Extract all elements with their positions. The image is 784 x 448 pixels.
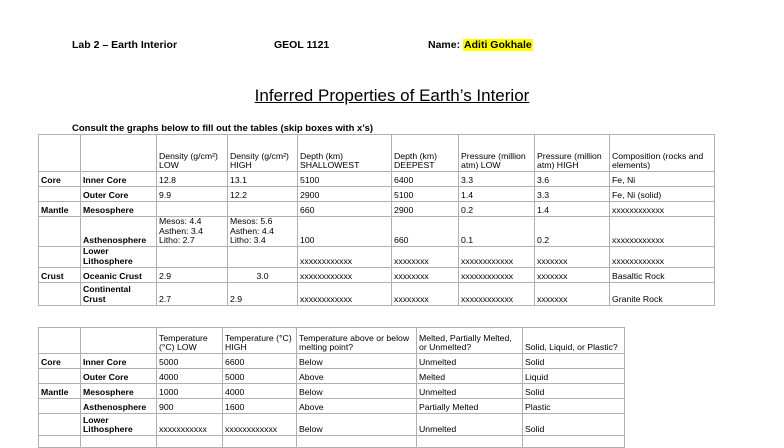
temp-cell bbox=[523, 436, 625, 448]
layer-name-cell: Oceanic Crust bbox=[81, 267, 157, 282]
props-cell: 660 bbox=[298, 202, 392, 217]
temp-cell: 900 bbox=[157, 399, 223, 414]
props-header-cell bbox=[39, 135, 81, 172]
layer-group-cell bbox=[39, 247, 81, 267]
lab-title: Lab 2 – Earth Interior bbox=[72, 39, 178, 51]
props-cell: 3.3 bbox=[535, 187, 610, 202]
temp-cell: Above bbox=[297, 399, 417, 414]
temp-cell: 6600 bbox=[223, 354, 297, 369]
temp-cell: Unmelted bbox=[417, 414, 523, 436]
props-header-cell: Composition (rocks and elements) bbox=[610, 135, 715, 172]
name-value: Aditi Gokhale bbox=[464, 39, 532, 51]
props-header-cell: Depth (km) DEEPEST bbox=[392, 135, 459, 172]
temp-header-cell bbox=[39, 328, 81, 354]
props-cell: 9.9 bbox=[157, 187, 228, 202]
props-header-cell bbox=[81, 135, 157, 172]
props-cell: xxxxxxxxxxxx bbox=[459, 267, 535, 282]
props-cell: 2.9 bbox=[157, 267, 228, 282]
temp-header-cell: Temperature (°C) LOW bbox=[157, 328, 223, 354]
props-cell: Mesos: 5.6 Asthen: 4.4 Litho: 3.4 bbox=[228, 217, 298, 247]
props-cell: xxxxxxx bbox=[535, 267, 610, 282]
temp-cell: xxxxxxxxxxxx bbox=[223, 414, 297, 436]
temp-row bbox=[39, 436, 625, 448]
layer-name-cell bbox=[81, 436, 157, 448]
temp-cell: Above bbox=[297, 369, 417, 384]
props-cell: xxxxxxxxxxxx bbox=[459, 247, 535, 267]
student-name bbox=[428, 39, 533, 51]
layer-name-cell: Outer Core bbox=[81, 369, 157, 384]
temp-cell: Partially Melted bbox=[417, 399, 523, 414]
layer-group-cell: Core bbox=[39, 354, 81, 369]
layer-group-cell: Mantle bbox=[39, 384, 81, 399]
props-cell: 0.2 bbox=[535, 217, 610, 247]
temp-cell bbox=[297, 436, 417, 448]
props-cell: Fe, Ni bbox=[610, 172, 715, 187]
props-cell: xxxxxxxxxxxx bbox=[610, 202, 715, 217]
layer-group-cell bbox=[39, 217, 81, 247]
props-cell: 1.4 bbox=[459, 187, 535, 202]
temp-cell: Unmelted bbox=[417, 354, 523, 369]
temp-cell: 4000 bbox=[157, 369, 223, 384]
props-cell: 660 bbox=[392, 217, 459, 247]
props-cell: 0.2 bbox=[459, 202, 535, 217]
temp-cell: Below bbox=[297, 354, 417, 369]
layer-name-cell: Lower Lithosphere bbox=[81, 247, 157, 267]
layer-group-cell bbox=[39, 436, 81, 448]
page-title: Inferred Properties of Earth’s Interior bbox=[254, 86, 530, 105]
layer-name-cell: Mesosphere bbox=[81, 384, 157, 399]
props-row bbox=[39, 247, 715, 267]
props-cell: 100 bbox=[298, 217, 392, 247]
temp-cell bbox=[417, 436, 523, 448]
temp-row bbox=[39, 414, 625, 436]
props-cell bbox=[228, 202, 298, 217]
props-row bbox=[39, 282, 715, 305]
props-header-cell: Density (g/cm²) LOW bbox=[157, 135, 228, 172]
props-row bbox=[39, 187, 715, 202]
props-cell: xxxxxxxxxxxx bbox=[610, 217, 715, 247]
props-cell: Basaltic Rock bbox=[610, 267, 715, 282]
props-cell: 2.9 bbox=[228, 282, 298, 305]
props-cell: xxxxxxxxxxxx bbox=[610, 247, 715, 267]
props-cell bbox=[157, 202, 228, 217]
props-cell bbox=[228, 247, 298, 267]
temp-header-row bbox=[39, 328, 625, 354]
temp-cell: Unmelted bbox=[417, 384, 523, 399]
layer-group-cell: Crust bbox=[39, 267, 81, 282]
temp-cell: 1600 bbox=[223, 399, 297, 414]
props-cell: xxxxxxxx bbox=[392, 247, 459, 267]
props-row bbox=[39, 172, 715, 187]
props-cell: xxxxxxxx bbox=[392, 267, 459, 282]
props-header-cell: Pressure (million atm) HIGH bbox=[535, 135, 610, 172]
props-cell: 5100 bbox=[392, 187, 459, 202]
props-row bbox=[39, 267, 715, 282]
temp-cell: Below bbox=[297, 414, 417, 436]
name-label: Name: bbox=[428, 39, 461, 51]
temp-cell: Solid bbox=[523, 354, 625, 369]
temp-cell: Solid bbox=[523, 384, 625, 399]
layer-group-cell bbox=[39, 399, 81, 414]
props-cell: 3.3 bbox=[459, 172, 535, 187]
props-cell: Granite Rock bbox=[610, 282, 715, 305]
temp-cell: 5000 bbox=[157, 354, 223, 369]
layer-group-cell: Core bbox=[39, 172, 81, 187]
props-cell bbox=[157, 247, 228, 267]
props-cell: 13.1 bbox=[228, 172, 298, 187]
layer-name-cell: Inner Core bbox=[81, 172, 157, 187]
props-cell: xxxxxxxxxxxx bbox=[298, 247, 392, 267]
props-header-cell: Density (g/cm²) HIGH bbox=[228, 135, 298, 172]
props-cell: xxxxxxxx bbox=[392, 282, 459, 305]
props-header-cell: Depth (km) SHALLOWEST bbox=[298, 135, 392, 172]
props-cell: xxxxxxx bbox=[535, 282, 610, 305]
layer-name-cell: Outer Core bbox=[81, 187, 157, 202]
temperature-table bbox=[38, 327, 625, 448]
props-row bbox=[39, 217, 715, 247]
layer-group-cell: Mantle bbox=[39, 202, 81, 217]
layer-name-cell: Lower Lithosphere bbox=[81, 414, 157, 436]
instructions: Consult the graphs below to fill out the tables (skip boxes with x’s) bbox=[72, 123, 374, 134]
props-cell: xxxxxxxxxxxx bbox=[459, 282, 535, 305]
temp-cell: 1000 bbox=[157, 384, 223, 399]
course-code: GEOL 1121 bbox=[274, 39, 330, 51]
layer-group-cell bbox=[39, 282, 81, 305]
props-cell: xxxxxxx bbox=[535, 247, 610, 267]
temp-cell bbox=[223, 436, 297, 448]
props-cell: 2900 bbox=[392, 202, 459, 217]
temp-cell: Melted bbox=[417, 369, 523, 384]
temp-row bbox=[39, 354, 625, 369]
layer-group-cell bbox=[39, 369, 81, 384]
layer-name-cell: Asthenosphere bbox=[81, 217, 157, 247]
props-cell: xxxxxxxxxxxx bbox=[298, 282, 392, 305]
layer-group-cell bbox=[39, 414, 81, 436]
temp-cell: Solid bbox=[523, 414, 625, 436]
properties-table bbox=[38, 134, 715, 306]
temp-header-cell: Melted, Partially Melted, or Unmelted? bbox=[417, 328, 523, 354]
temp-cell: Below bbox=[297, 384, 417, 399]
temp-cell: 4000 bbox=[223, 384, 297, 399]
props-cell: 3.6 bbox=[535, 172, 610, 187]
props-cell: Mesos: 4.4 Asthen: 3.4 Litho: 2.7 bbox=[157, 217, 228, 247]
temp-row bbox=[39, 369, 625, 384]
temp-row bbox=[39, 384, 625, 399]
props-cell: 1.4 bbox=[535, 202, 610, 217]
props-cell: xxxxxxxxxxxx bbox=[298, 267, 392, 282]
temp-header-cell: Temperature above or below melting point? bbox=[297, 328, 417, 354]
temp-cell: xxxxxxxxxxx bbox=[157, 414, 223, 436]
temp-row bbox=[39, 399, 625, 414]
layer-name-cell: Mesosphere bbox=[81, 202, 157, 217]
props-row bbox=[39, 202, 715, 217]
temp-cell: Plastic bbox=[523, 399, 625, 414]
props-cell: 5100 bbox=[298, 172, 392, 187]
props-cell: 12.8 bbox=[157, 172, 228, 187]
temp-cell: Liquid bbox=[523, 369, 625, 384]
layer-group-cell bbox=[39, 187, 81, 202]
props-cell: Fe, Ni (solid) bbox=[610, 187, 715, 202]
props-header-cell: Pressure (million atm) LOW bbox=[459, 135, 535, 172]
layer-name-cell: Asthenosphere bbox=[81, 399, 157, 414]
props-header-row bbox=[39, 135, 715, 172]
props-cell: 2.7 bbox=[157, 282, 228, 305]
props-cell: 12.2 bbox=[228, 187, 298, 202]
layer-name-cell: Inner Core bbox=[81, 354, 157, 369]
temp-cell bbox=[157, 436, 223, 448]
props-cell: 6400 bbox=[392, 172, 459, 187]
temp-cell: 5000 bbox=[223, 369, 297, 384]
layer-name-cell: Continental Crust bbox=[81, 282, 157, 305]
temp-header-cell: Solid, Liquid, or Plastic? bbox=[523, 328, 625, 354]
props-cell: 2900 bbox=[298, 187, 392, 202]
temp-header-cell bbox=[81, 328, 157, 354]
props-cell: 0.1 bbox=[459, 217, 535, 247]
temp-header-cell: Temperature (°C) HIGH bbox=[223, 328, 297, 354]
props-cell: 3.0 bbox=[228, 267, 298, 282]
